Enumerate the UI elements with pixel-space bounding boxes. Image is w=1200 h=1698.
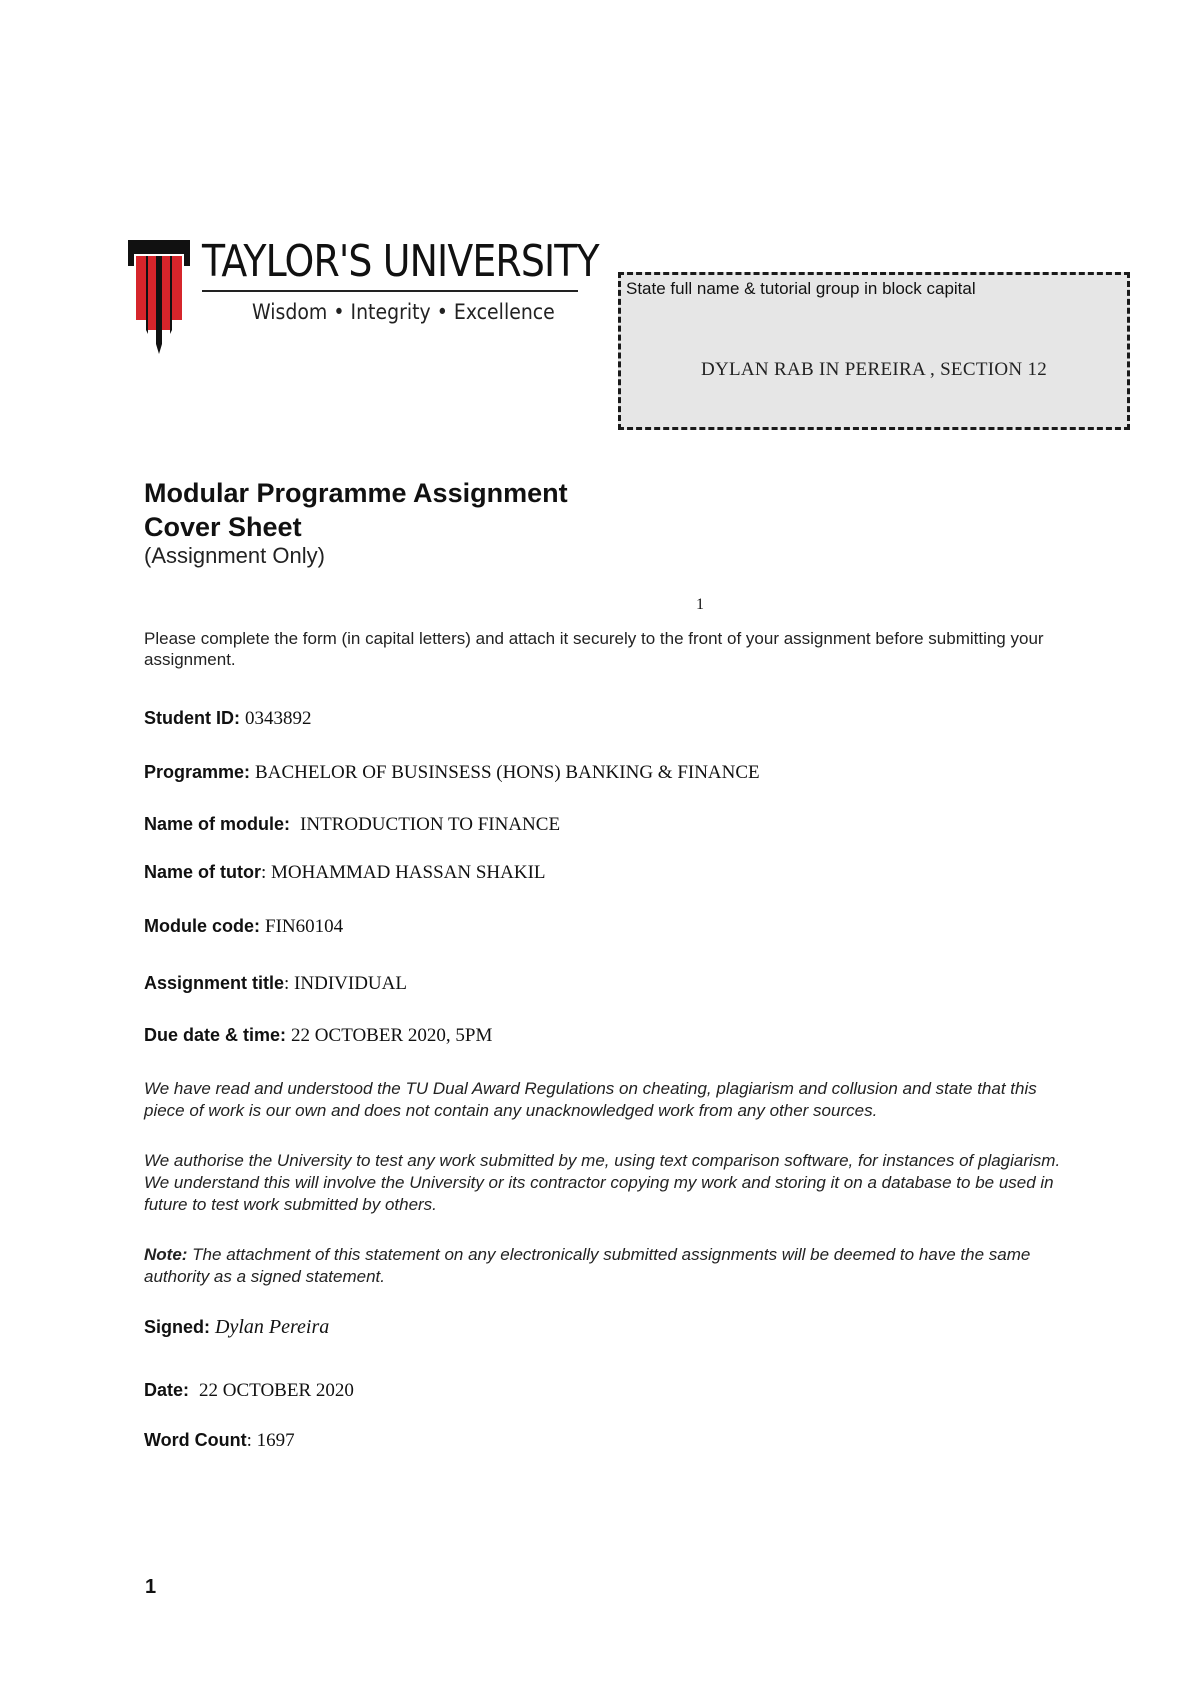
page-title [144,476,568,544]
module-name-field [144,814,560,836]
due-date-label: Due date & time: [144,1025,287,1045]
module-name-value: INTRODUCTION TO FINANCE [300,814,561,835]
signed-label: Signed: [144,1317,210,1337]
title-line-2: Cover Sheet [144,512,302,542]
due-date-value: 22 OCTOBER 2020, 5PM [291,1025,493,1046]
university-name: TAYLOR'S UNIVERSITY [202,236,599,287]
instructions: Please complete the form (in capital letters) and attach it securely to the front of your assignment before submitting your assignment. [144,629,1044,669]
assignment-title-value: : INDIVIDUAL [284,973,407,994]
note-label: Note: [144,1245,188,1264]
word-count-field [144,1430,295,1452]
name-box-label: State full name & tutorial group in block capital [626,279,976,298]
date-value: 22 OCTOBER 2020 [199,1380,354,1401]
declaration-statement: We have read and understood the TU Dual Award Regulations on cheating, plagiarism and collusion and state that this piece of work is our own and does not contain any unacknowledged work from any other sources. [144,1079,1037,1120]
date-field [144,1380,354,1402]
authorisation-statement: We authorise the University to test any work submitted by me, using text comparison software, for instances of plagiarism. We understand this will involve the University or its contractor copying my work and storing it on a database to be used in future to test work submitted by others. [144,1151,1061,1214]
note-statement [144,1244,1064,1288]
page-subtitle: (Assignment Only) [144,543,325,568]
tutor-field [144,862,546,884]
module-code-field [144,916,343,938]
programme-label: Programme: [144,762,251,782]
tutor-label: Name of tutor [144,862,261,882]
signature-value: Dylan Pereira [215,1316,330,1338]
university-motto: Wisdom • Integrity • Excellence [252,300,555,324]
student-id-label: Student ID: [144,708,240,728]
word-count-label: Word Count [144,1430,247,1450]
assignment-title-field [144,973,407,995]
signed-field [144,1316,329,1339]
logo-divider [202,290,578,292]
university-crest-icon [128,240,190,356]
student-name-box [618,272,1130,430]
student-id-value: 0343892 [245,708,312,729]
tutor-value: : MOHAMMAD HASSAN SHAKIL [261,862,546,883]
programme-field [144,762,760,784]
name-box-value: DYLAN RAB IN PEREIRA , SECTION 12 [700,359,1048,380]
page-number: 1 [145,1576,157,1598]
module-code-label: Module code: [144,916,260,936]
student-id-field [144,708,312,730]
assignment-title-label: Assignment title [144,973,285,993]
module-name-label: Name of module: [144,814,291,834]
date-label: Date: [144,1380,190,1400]
module-code-value: FIN60104 [265,916,344,937]
title-line-1: Modular Programme Assignment [144,478,568,508]
page-marker: 1 [696,596,704,613]
programme-value: BACHELOR OF BUSINSESS (HONS) BANKING & FINANCE [255,762,760,783]
word-count-value: : 1697 [246,1430,295,1451]
due-date-field [144,1025,492,1047]
note-text: The attachment of this statement on any electronically submitted assignments will be deemed to have the same authority as a signed statement. [144,1245,1031,1286]
